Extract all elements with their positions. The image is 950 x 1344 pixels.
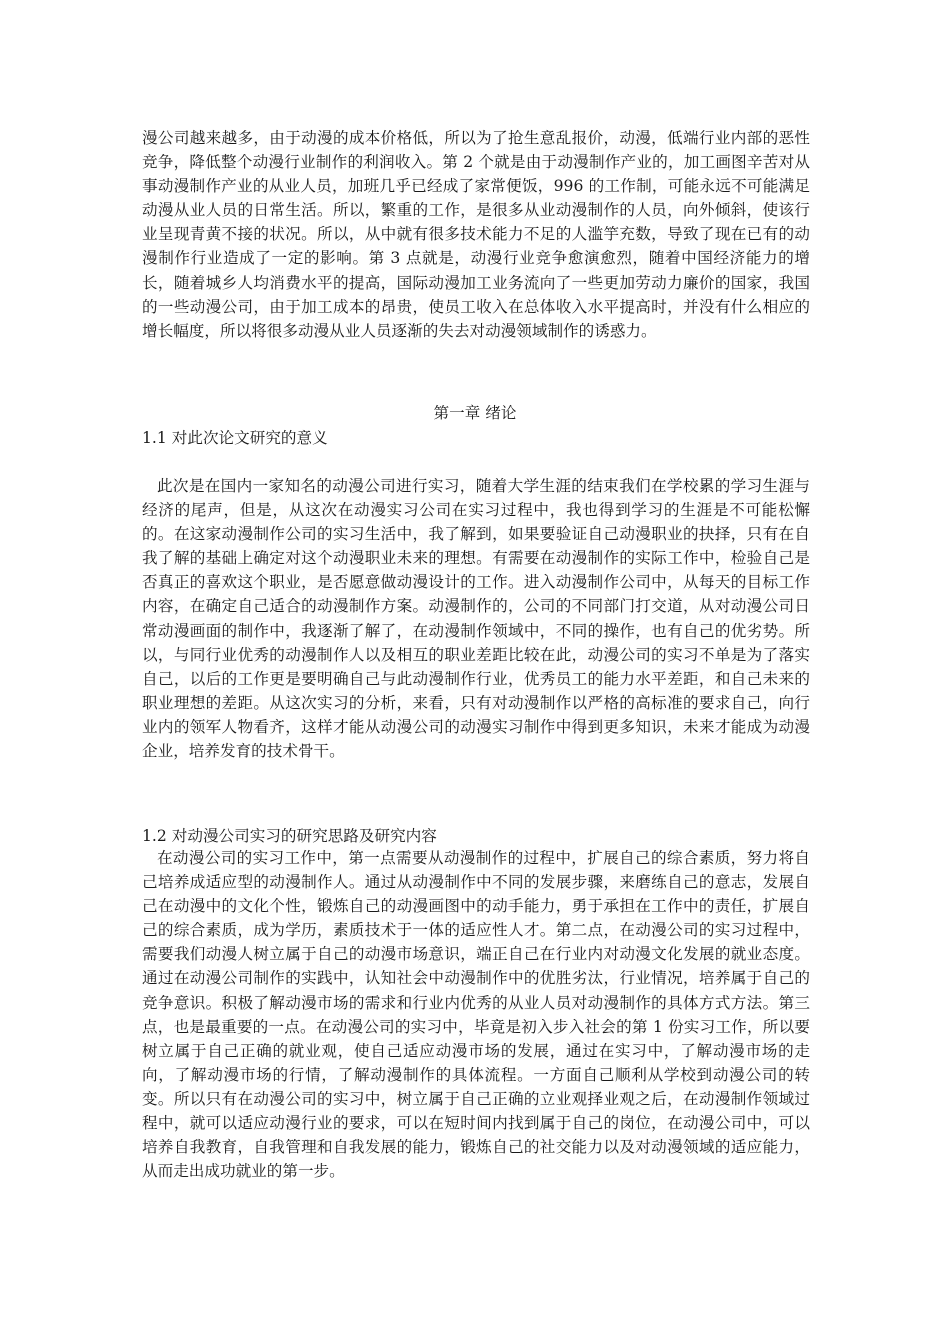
intro-paragraph: 漫公司越来越多，由于动漫的成本价格低，所以为了抢生意乱报价，动漫，低端行业内部的恶性竞争，降低整个动漫行业制作的利润收入。第 2 个就是由于动漫制作产业的，加工画图辛苦对从事动漫制作产业的从业人员，加班几乎已经成了家常便饭，996 的工作制，可能永远不可能满足动漫从业人员的日常生活。所以，繁重的工作，是很多从业动漫制作的人员，向外倾斜，使该行业呈现青黄不接的状况。所以，从中就有很多技术能力不足的人滥竽充数，导致了现在已有的动漫制作行业造成了一定的影响。第 3 点就是，动漫行业竞争愈演愈烈，随着中国经济能力的增长，随着城乡人均消费水平的提高，国际动漫加工业务流向了一些更加劳动力廉价的国家，我国的一些动漫公司，由于加工成本的昂贵，使员工收入在总体收入水平提高时，并没有什么相应的增长幅度，所以将很多动漫从业人员逐渐的失去对动漫领域制作的诱惑力。 bbox=[142, 129, 810, 340]
chapter-title: 第一章 绪论 bbox=[433, 404, 517, 422]
section-1-2-heading: 1.2 对动漫公司实习的研究思路及研究内容 bbox=[142, 827, 437, 845]
section-1-1-body: 此次是在国内一家知名的动漫公司进行实习，随着大学生涯的结束我们在学校累的学习生涯与经济的尾声，但是，从这次在动漫实习公司在实习过程中，我也得到学习的生涯是不可能松懈的。在这家动漫制作公司的实习生活中，我了解到，如果要验证自己动漫职业的抉择，只有在自我了解的基础上确定对这个动漫职业未来的理想。有需要在动漫制作的实际工作中，检验自己是否真正的喜欢这个职业，是否愿意做动漫设计的工作。进入动漫制作公司中，从每天的目标工作内容，在确定自己适合的动漫制作方案。动漫制作的，公司的不同部门打交道，从对动漫公司日常动漫画面的制作中，我逐渐了解了，在动漫制作领域中，不同的操作，也有自己的优劣势。所以，与同行业优秀的动漫制作人以及相互的职业差距比较在此，动漫公司的实习不单是为了落实自己，以后的工作更是要明确自己与此动漫制作行业，优秀员工的能力水平差距，和自己未来的职业理想的差距。从这次实习的分析，来看，只有对动漫制作以严格的高标准的要求自己，向行业内的领军人物看齐，这样才能从动漫公司的动漫实习制作中得到更多知识，未来才能成为动漫企业，培养发育的技术骨干。 bbox=[142, 477, 810, 761]
section-1-2-body: 在动漫公司的实习工作中，第一点需要从动漫制作的过程中，扩展自己的综合素质，努力将自己培养成适应型的动漫制作人。通过从动漫制作中不同的发展步骤，来磨练自己的意志，发展自己在动漫中的文化个性，锻炼自己的动漫画图中的动手能力，勇于承担在工作中的责任，扩展自己的综合素质，成为学历，素质技术于一体的适应性人才。第二点，在动漫公司的实习过程中，需要我们动漫人树立属于自己的动漫市场意识，端正自己在行业内对动漫文化发展的就业态度。通过在动漫公司制作的实践中，认知社会中动漫制作中的优胜劣汰，行业情况，培养属于自己的竞争意识。积极了解动漫市场的需求和行业内优秀的从业人员对动漫制作的具体方式方法。第三点，也是最重要的一点。在动漫公司的实习中，毕竟是初入步入社会的第 1 份实习工作，所以要树立属于自己正确的就业观，使自己适应动漫市场的发展，通过在实习中，了解动漫市场的走向，了解动漫市场的行情，了解动漫制作的具体流程。一方面自己顺利从学校到动漫公司的转变。所以只有在动漫公司的实习中，树立属于自己正确的立业观择业观之后，在动漫制作领域过程中，就可以适应动漫行业的要求，可以在短时间内找到属于自己的岗位，在动漫公司中，可以培养自我教育，自我管理和自我发展的能力，锻炼自己的社交能力以及对动漫领域的适应能力，从而走出成功就业的第一步。 bbox=[142, 849, 810, 1181]
section-1-1-heading: 1.1 对此次论文研究的意义 bbox=[142, 429, 328, 447]
